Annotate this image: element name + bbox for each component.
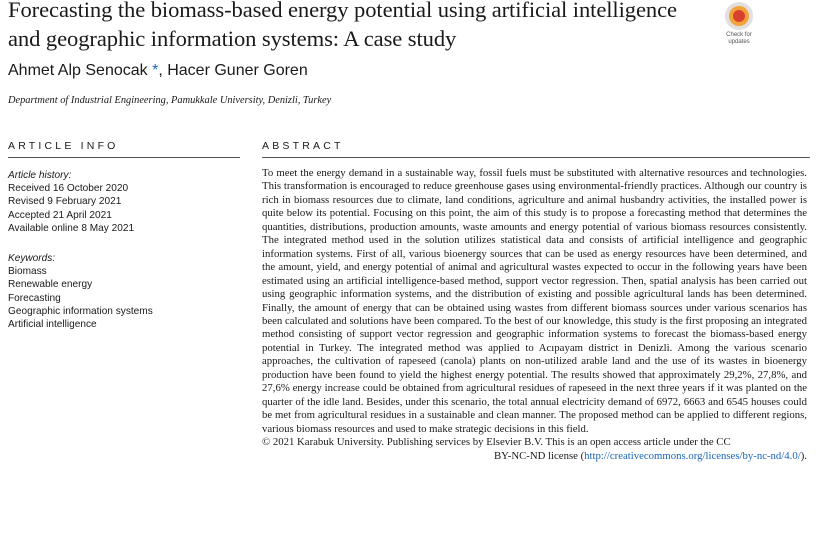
- article-title: Forecasting the biomass-based energy potential using artificial intelligence and geographic information systems: A case study: [8, 0, 677, 51]
- article-info-panel: [8, 169, 238, 331]
- abstract-panel: [262, 167, 807, 463]
- check-for-updates-icon: [725, 2, 753, 30]
- history-item: Available online 8 May 2021: [8, 222, 135, 234]
- keyword-item: Artificial intelligence: [8, 319, 97, 331]
- badge-label-line1: Check for: [726, 32, 752, 38]
- corresponding-author-marker[interactable]: *: [152, 62, 159, 79]
- author-name[interactable]: Hacer Guner Goren: [167, 62, 308, 79]
- author-list: [8, 62, 308, 80]
- license-link[interactable]: http://creativecommons.org/licenses/by-nc-nd/4.0/: [584, 449, 801, 462]
- divider: [8, 157, 240, 158]
- author-name[interactable]: Ahmet Alp Senocak: [8, 62, 148, 79]
- license-prefix: BY-NC-ND license (: [494, 449, 585, 462]
- keyword-item: Forecasting: [8, 292, 61, 304]
- keyword-item: Renewable energy: [8, 279, 93, 291]
- copyright-notice: © 2021 Karabuk University. Publishing services by Elsevier B.V. This is an open access article under the CC: [262, 436, 731, 449]
- keyword-item: Biomass: [8, 266, 47, 278]
- history-item: Received 16 October 2020: [8, 183, 129, 195]
- history-label: Article history:: [8, 170, 72, 181]
- badge-label-line2: updates: [728, 38, 750, 45]
- affiliation: Department of Industrial Engineering, Pamukkale University, Denizli, Turkey: [8, 95, 332, 106]
- keywords-label: Keywords:: [8, 253, 56, 265]
- author-separator: ,: [158, 62, 168, 79]
- article-info-heading: ARTICLE INFO: [8, 140, 119, 152]
- history-item: Revised 9 February 2021: [8, 196, 122, 208]
- abstract-body: To meet the energy demand in a sustainable way, fossil fuels must be substituted with alternative resources and technologies. This transformation is encouraged to reduce greenhouse gases using environmental-friendly practices. Although our country is rich in biomass resources due to climate, land conditions, agriculture and animal husbandry activities, the installed power is quite below its potential. Focusing on this point, the aim of this study is to propose a forecasting method that determines the quantities, distributions, production amounts, waste amounts and energy potential of various biomass resources consistently. The integrated method used in the solution utilizes statistical data and consists of artificial intelligence and geographic information systems. First of all, various bioenergy sources that can be used as energy resources have been determined, and the amount, yield, and energy potential of animal and agricultural wastes expected to occur in the following years have been estimated using an artificial intelligence-based method, support vector regression. Then, spatial analysis has been carried out using geographic information systems, and the distribution of existing and possible agricultural lands has been determined. Finally, the amount of energy that can be obtained using wastes from different biomass sources under various scenarios has been calculated and solutions have been compared. To the best of our knowledge, this study is the first proposing an integrated method consisting of support vector regression and geographic information systems to forecast the biomass-based energy potential in Turkey. The integrated method was applied to Acıpayam district in Denizli. Among the various scenario approaches, the cultivation of rapeseed (canola) plants on non-utilized arable land and the use of its wastes in bioenergy production have been found to yield the highest energy potential. The results showed that approximately 29,2%, 27,8%, and 27,6% energy increase could be obtained from agricultural residues of rapeseed in the next three years if it was planted on the quarter of the idle land. Besides, under this scenario, the total annual electricity demand of 6972, 6663 and 6545 houses could be met from agricultural residues in a sustainable and clean manner. The proposed method can be applied to different regions, various biomass resources and used to make strategic decisions in this field.: [262, 167, 807, 435]
- check-for-updates-badge[interactable]: [715, 2, 763, 50]
- keyword-item: Geographic information systems: [8, 305, 153, 317]
- license-suffix: ).: [800, 449, 807, 462]
- divider: [262, 157, 810, 158]
- license-line: [262, 450, 807, 463]
- history-item: Accepted 21 April 2021: [8, 209, 112, 221]
- check-for-updates-label: [726, 32, 752, 45]
- abstract-heading: ABSTRACT: [262, 140, 344, 152]
